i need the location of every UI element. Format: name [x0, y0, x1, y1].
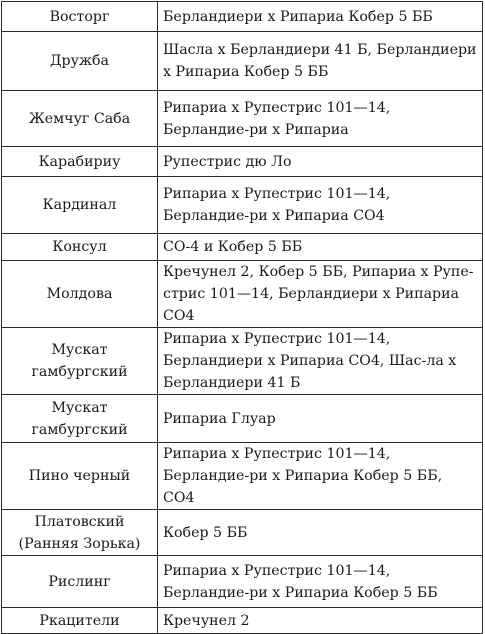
table-row [2, 147, 483, 177]
table-row [2, 177, 483, 234]
rootstock-cell: Кречунел 2, Кобер 5 ББ, Рипариа х Рупе-стрис 101—14, Берландиери х Рипариа СО4 [158, 261, 483, 328]
variety-cell: Кардинал [2, 177, 158, 234]
rootstock-cell: Рипариа х Рупестрис 101—14, Берландие-ри х Рипариа [158, 91, 483, 147]
table-row [2, 328, 483, 395]
rootstock-cell: Рипариа Глуар [158, 395, 483, 443]
table-row [2, 234, 483, 261]
rootstock-cell: Рипариа х Рупестрис 101—14, Берландие-ри х Рипариа СО4 [158, 177, 483, 234]
rootstock-table [1, 1, 483, 634]
table-row [2, 443, 483, 510]
table-row [2, 556, 483, 608]
table-row [2, 510, 483, 556]
rootstock-cell: Берландиери х Рипариа Кобер 5 ББ [158, 2, 483, 32]
table-row [2, 395, 483, 443]
table-row [2, 261, 483, 328]
variety-cell: Консул [2, 234, 158, 261]
rootstock-cell: Шасла х Берландиери 41 Б, Берландиери х Рипариа Кобер 5 ББ [158, 32, 483, 91]
variety-cell: Платовский (Ранняя Зорька) [2, 510, 158, 556]
table-row [2, 608, 483, 634]
table-row [2, 32, 483, 91]
variety-cell: Рислинг [2, 556, 158, 608]
rootstock-cell: Кречунел 2 [158, 608, 483, 634]
variety-cell: Пино черный [2, 443, 158, 510]
rootstock-cell: Рипариа х Рупестрис 101—14, Берландиери х Рипариа СО4, Шас-ла х Берландиери 41 Б [158, 328, 483, 395]
variety-cell: Дружба [2, 32, 158, 91]
rootstock-cell: СО-4 и Кобер 5 ББ [158, 234, 483, 261]
rootstock-cell: Кобер 5 ББ [158, 510, 483, 556]
variety-cell: Восторг [2, 2, 158, 32]
variety-cell: Молдова [2, 261, 158, 328]
variety-cell: Ркацители [2, 608, 158, 634]
variety-cell: Карабириу [2, 147, 158, 177]
rootstock-cell: Рупестрис дю Ло [158, 147, 483, 177]
variety-cell: Мускат гамбургский [2, 328, 158, 395]
rootstock-cell: Рипариа х Рупестрис 101—14, Берландие-ри х Рипариа Кобер 5 ББ [158, 556, 483, 608]
table-row [2, 2, 483, 32]
table-row [2, 91, 483, 147]
variety-cell: Жемчуг Саба [2, 91, 158, 147]
variety-cell: Мускат гамбургский [2, 395, 158, 443]
rootstock-cell: Рипариа х Рупестрис 101—14, Берландие-ри х Рипариа Кобер 5 ББ, СО4 [158, 443, 483, 510]
